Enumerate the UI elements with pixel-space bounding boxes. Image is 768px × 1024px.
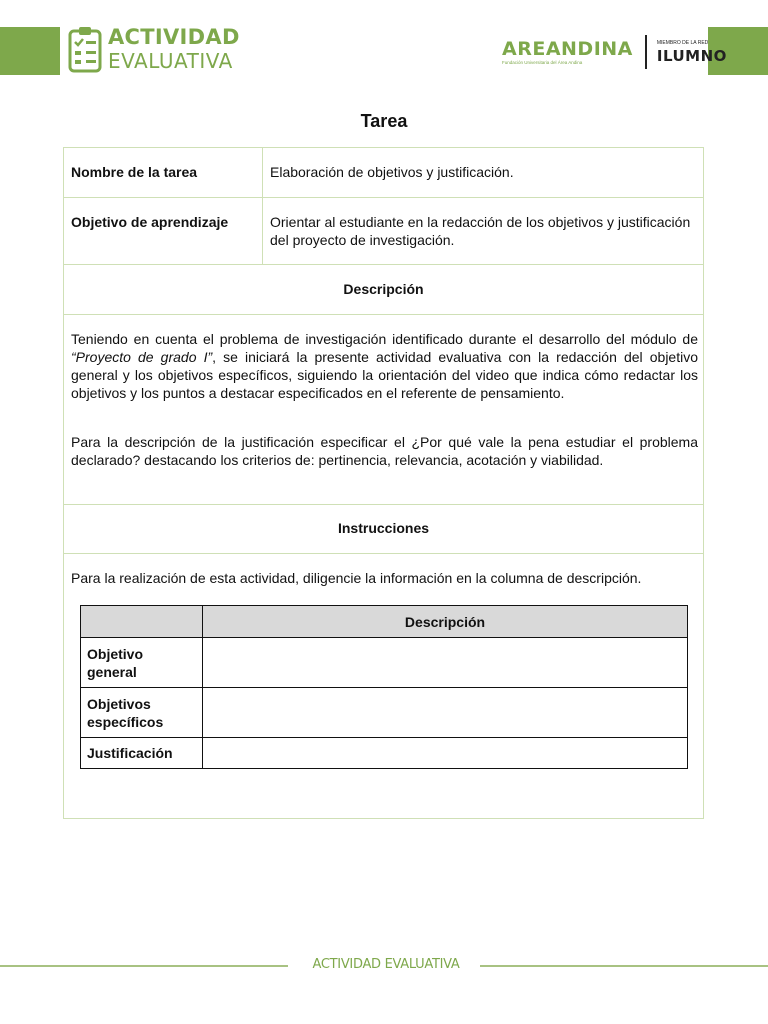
description-p1-continuation: , se iniciará la presente actividad evaluativa con la redacción del objetivo general y los objetivos específicos, siguiendo la orientación del video que indica cómo redactar los objetivos y los puntos a destacar especificados en el referente de pensamiento. bbox=[71, 349, 698, 401]
table-header-empty bbox=[81, 606, 203, 638]
actividad-evaluativa-logo bbox=[68, 25, 240, 73]
areandina-logo: AREANDINA bbox=[502, 38, 633, 60]
ilumno-logo: ILUMNO bbox=[656, 47, 727, 65]
footer-label: ACTIVIDAD EVALUATIVA bbox=[312, 957, 460, 972]
instructions-heading: Instrucciones bbox=[337, 520, 430, 536]
logo-divider bbox=[645, 35, 647, 69]
objetivos-especificos-cell[interactable] bbox=[203, 688, 688, 738]
module-name: “Proyecto de grado I” bbox=[71, 349, 213, 365]
learning-objective-row bbox=[64, 198, 703, 265]
institution-logos bbox=[502, 35, 727, 69]
learning-objective-label: Objetivo de aprendizaje bbox=[71, 214, 229, 230]
table-header-description: Descripción bbox=[203, 606, 688, 638]
footer-line-right bbox=[480, 965, 768, 967]
task-card bbox=[63, 147, 704, 819]
clipboard-checklist-icon bbox=[68, 25, 102, 73]
footer-line-left bbox=[0, 965, 288, 967]
description-paragraph-1 bbox=[71, 330, 698, 402]
justificacion-cell[interactable] bbox=[203, 738, 688, 769]
task-name-row bbox=[64, 148, 703, 198]
description-p1-text: Teniendo en cuenta el problema de investigación identificado durante el desarrollo del módulo de bbox=[71, 331, 698, 347]
description-heading: Descripción bbox=[343, 281, 424, 297]
task-name-label: Nombre de la tarea bbox=[71, 164, 198, 180]
header-green-block-left bbox=[0, 27, 60, 75]
objetivo-general-cell[interactable] bbox=[203, 638, 688, 688]
table-header-row bbox=[81, 606, 688, 638]
instructions-heading-row bbox=[64, 505, 703, 554]
areandina-subtitle: Fundación Universitaria del Área Andina bbox=[502, 60, 583, 65]
row-label-objetivos-especificos: Objetivos específicos bbox=[81, 688, 203, 738]
table-row bbox=[81, 738, 688, 769]
page-title: Tarea bbox=[360, 111, 408, 131]
table-row bbox=[81, 688, 688, 738]
description-table bbox=[80, 605, 688, 769]
logo-line-1: ACTIVIDAD bbox=[108, 25, 240, 49]
table-row bbox=[81, 638, 688, 688]
learning-objective-value: Orientar al estudiante en la redacción de los objetivos y justificación del proyecto de investigación. bbox=[270, 214, 691, 248]
row-label-justificacion: Justificación bbox=[81, 738, 203, 769]
instructions-text: Para la realización de esta actividad, diligencie la información en la columna de descripción. bbox=[71, 570, 642, 586]
task-name-value: Elaboración de objetivos y justificación. bbox=[270, 164, 514, 180]
logo-line-2: EVALUATIVA bbox=[108, 49, 233, 73]
description-paragraph-2: Para la descripción de la justificación especificar el ¿Por qué vale la pena estudiar el problema declarado? destacando los criterios de: pertinencia, relevancia, acotación y viabilidad. bbox=[71, 434, 698, 468]
network-label: MIEMBRO DE LA RED bbox=[656, 40, 709, 46]
row-label-objetivo-general: Objetivo general bbox=[81, 638, 203, 688]
description-body-row bbox=[64, 315, 703, 505]
description-heading-row bbox=[64, 265, 703, 315]
